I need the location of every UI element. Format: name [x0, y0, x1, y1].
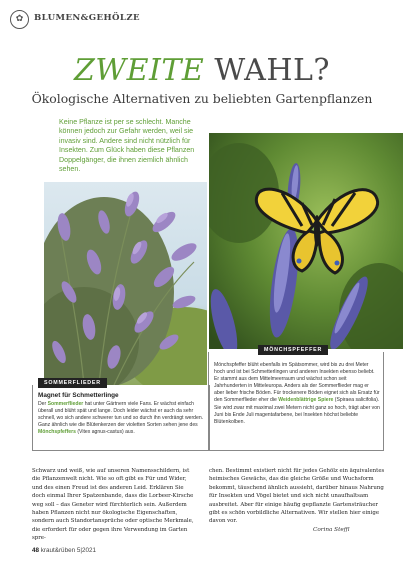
plant-name-moenchspfeffer: Mönchspfeffers — [38, 429, 76, 436]
photo-tag-sommerflieder: SOMMERFLIEDER — [38, 378, 107, 388]
magazine-section-logo-icon: ✿ — [10, 10, 29, 29]
intro-text: Keine Pflanze ist per se schlecht. Manche können jedoch zur Gefahr werden, weil sie invasiv sind. Andere sind nicht nützlich für Insekten. Zum Glück haben diese Pflanzen Doppelgänger, die ihnen ziemlich ähnlich sehen. — [59, 118, 195, 174]
plant-name-spiere: Weidenblättrige Spiere — [278, 397, 334, 404]
photo-moenchspfeffer — [209, 133, 403, 349]
headline-zweite: ZWEITE — [73, 53, 205, 88]
page-footer — [32, 547, 96, 554]
photo-tag-moenchspfeffer: MÖNCHSPFEFFER — [258, 345, 328, 355]
body-column-2: chen. Bestimmt existiert nicht für jedes Gehölz ein äquivalentes heimisches Gewächs, das die gleiche Größe und Wuchsform bekommt, täuschend ähnlich aussieht, darüber hinaus Nahrung für Insekten und Vögel bietet und sich nicht unaufhaltsam ausbreitet. Aber für einige häufig gepflanzte Gartensträucher gibt es schön vorbildliche Alternativen. Wir stellen hier einige davon vor. — [209, 468, 385, 525]
page-number: 48 — [32, 547, 40, 554]
headline — [0, 54, 404, 88]
subtitle: Ökologische Alternativen zu beliebten Gartenpflanzen — [31, 91, 373, 106]
caption-text-left: Der Sommerflieder hat unter Gärtnern viele Fans. Er wächst einfach überall und blüht spät und lange. Doch leider wächst er auch da sehr schnell, wo sich andere schwerer tun und so durch ihn verdrängt werden. Ganz ähnlich wie die Blütenkerzen der violetten Sorten sehen jene des Mönchspfeffers (Vitex agnus-castus) aus. — [38, 401, 204, 436]
headline-wahl: WAHL? — [214, 53, 331, 88]
issue-number: 5|2021 — [76, 547, 96, 554]
magazine-name: kraut&rüben — [40, 547, 76, 554]
author-signature: Corina Steffl — [313, 527, 350, 533]
caption-title: Magnet für Schmetterlinge — [38, 392, 119, 399]
body-column-1: Schwarz und weiß, wie auf unseren Namensschildern, ist die Pflanzenwelt nicht. Wie so oft gibt es Für und Wider, und des einen Freud ist des anderen Leid. Erklären Sie doch einmal Ihrer Spatzenbande, dass die Lorbeer-Kirsche weg soll – das Geneter wird fürchterlich sein. Außerdem haben Pflanzen nicht nur ökologische Eigenschaften, sondern auch Standortansprüche oder optische Merkmale, die erfordert für oder gegen ihre Verwendung im Garten spre- — [32, 468, 194, 542]
photo-sommerflieder — [44, 182, 207, 385]
caption-text-right: Mönchspfeffer blüht ebenfalls im Spätsommer, wird bis zu drei Meter hoch und ist bei Schmetterlingen und anderen Insekten ebenso beliebt. Er stammt aus dem Mittelmeerraum und wächst schon seit Jahrhunderten in Mitteleuropa. Anders als der Sommerflieder mag er aber lieber frische Böden. Für trockenere Böden eignet sich als Ersatz für den Sommerflieder eher die Weidenblättrige Spiere (Spiraea salicifolia). Sie wird zwar mit maximal zwei Metern nicht ganz so hoch, trägt aber von Juni bis Ende Juli magentafarbene, bei Insekten höchst beliebte Blütenkolben. — [214, 362, 380, 425]
section-label: BLUMEN&GEHÖLZE — [34, 13, 140, 23]
plant-name-sommerflieder: Sommerflieder — [47, 401, 84, 407]
